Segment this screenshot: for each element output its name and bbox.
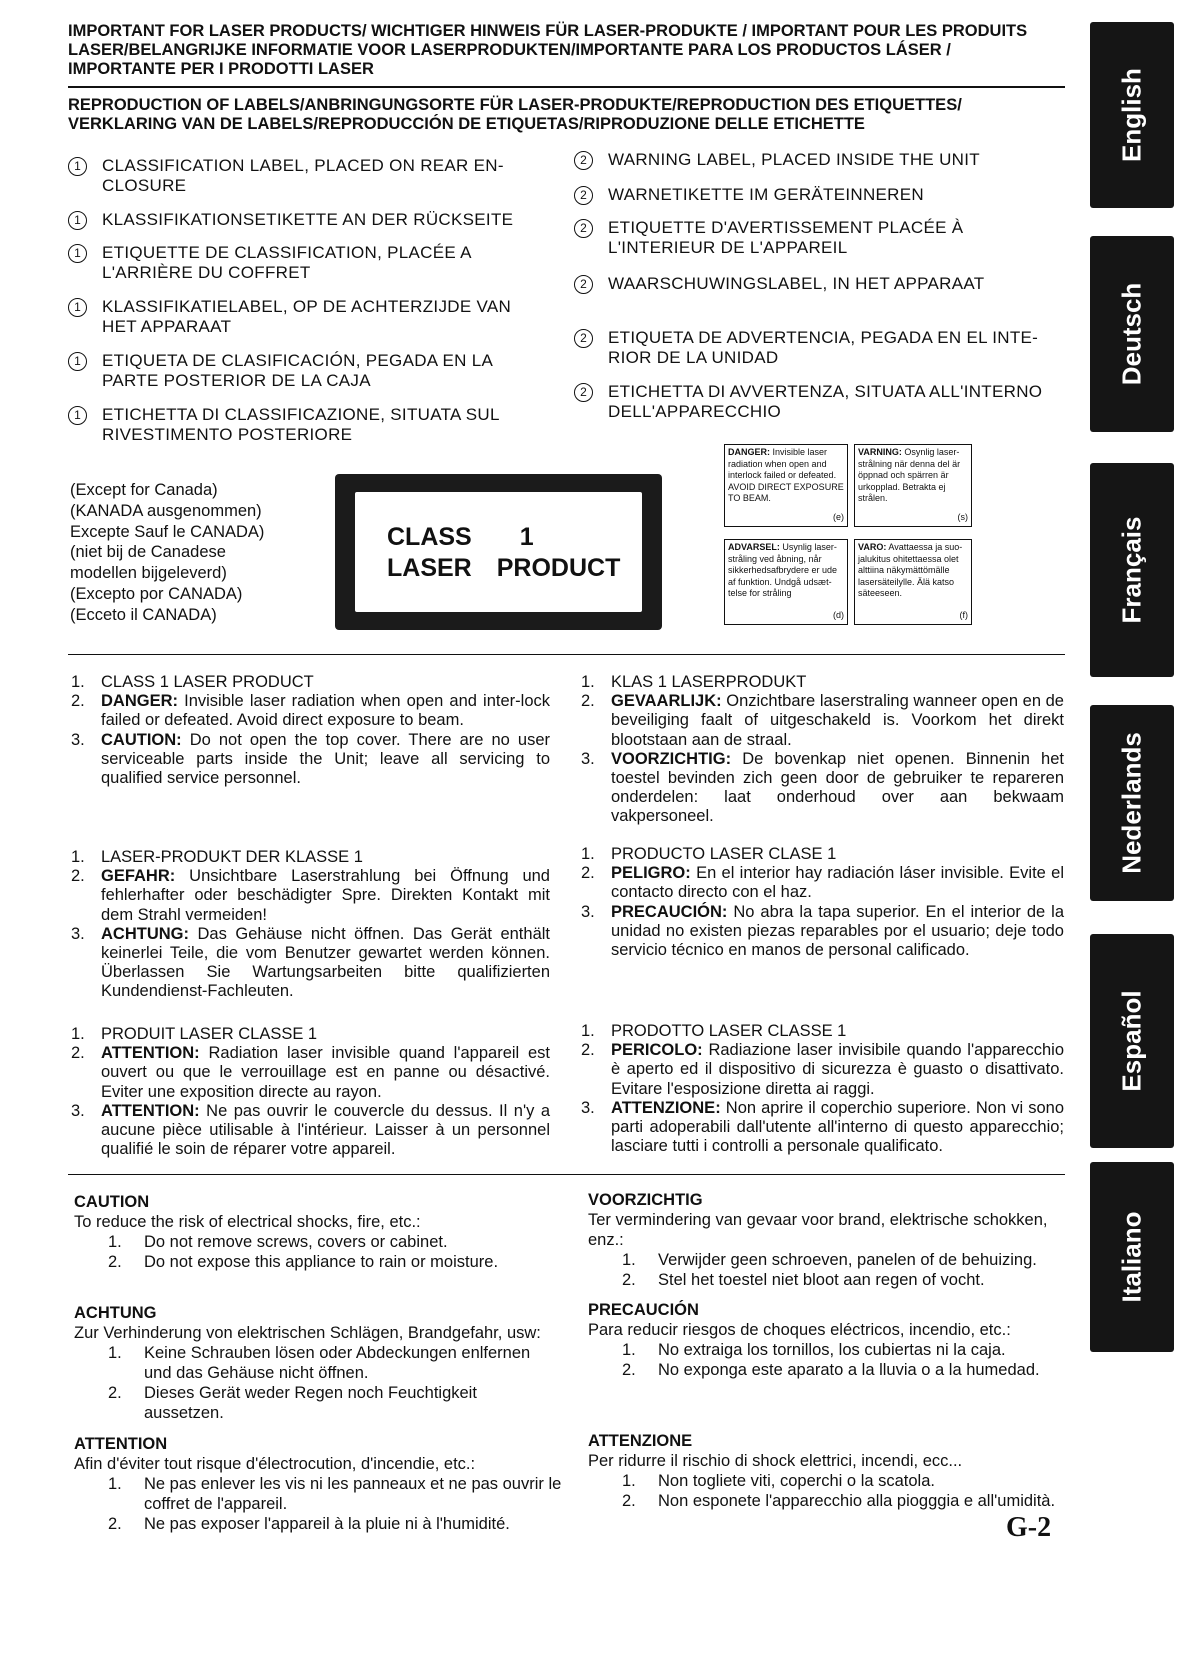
tab-deutsch[interactable]: Deutsch: [1090, 236, 1174, 432]
warning-box-varning: VARNING: Osynlig laser-strålning när denna del är öppnad och spärren är urkopplad. Betrakta ej strålen. (s): [854, 444, 972, 527]
tab-nederlands[interactable]: Nederlands: [1090, 705, 1174, 901]
marker-2-icon: 2: [574, 275, 593, 294]
marker-1-icon: 1: [68, 352, 87, 371]
warning-label-it: 2 ETICHETTA DI AVVERTENZA, SITUATA ALL'INTERNO DELL'APPARECCHIO: [574, 382, 1062, 422]
warning-label-de: 2 WARNETIKETTE IM GERÄTEINNEREN: [574, 185, 1062, 205]
warning-label-nl: 2 WAARSCHUWINGSLABEL, IN HET APPARAAT: [574, 274, 1062, 294]
classification-label-en: 1 CLASSIFICATION LABEL, PLACED ON REAR EN-CLOSURE: [68, 156, 546, 196]
section-it: 1. PRODOTTO LASER CLASSE 1 2. PERICOLO: Radiazione laser invisibile quando l'apparecchio è aperto ed il dispositivo di sicurezza è guasto o disattivato. Evitare l'esposizione diretta ai raggi. 3. ATTENZIONE: Non aprire il coperchio superiore. Non vi sono parti adoperabili dall'utente all'interno di questo apparecchio; lasciare tutti i controlli a personale qualificato.: [581, 1022, 1064, 1156]
title-rule: [68, 86, 1065, 88]
marker-1-icon: 1: [68, 406, 87, 425]
caution-rule: [68, 1174, 1065, 1175]
warning-label-es: 2 ETIQUETA DE ADVERTENCIA, PEGADA EN EL INTE-RIOR DE LA UNIDAD: [574, 328, 1062, 368]
caution-nl: VOORZICHTIG Ter vermindering van gevaar voor brand, elektrische schokken, enz.: 1. Verwijder geen schroeven, panelen of de behuizing. 2. Stel het toestel niet bloot aan regen of vocht.: [588, 1191, 1048, 1289]
caution-fr: ATTENTION Afin d'éviter tout risque d'électrocution, d'incendie, etc.: 1. Ne pas enlever les vis ni les panneaux et ne pas ouvrir le coffret de l'appareil. 2. Ne pas exposer l'appareil à la pluie ni à l'humidité.: [74, 1435, 562, 1533]
caution-en: CAUTION To reduce the risk of electrical shocks, fire, etc.: 1. Do not remove screws, covers or cabinet. 2. Do not expose this appliance to rain or moisture.: [74, 1193, 499, 1271]
classification-label-es: 1 ETIQUETA DE CLASIFICACIÓN, PEGADA EN LA PARTE POSTERIOR DE LA CAJA: [68, 351, 546, 391]
marker-2-icon: 2: [574, 383, 593, 402]
page-number: G-2: [1006, 1512, 1052, 1543]
marker-2-icon: 2: [574, 329, 593, 348]
section-de: 1. LASER-PRODUKT DER KLASSE 1 2. GEFAHR: Unsichtbare Laserstrahlung bei Öffnung und fehlerhafter oder beschädigter Spre. Direkten Kontakt mit dem Strahl vermeiden! 3. ACHTUNG: Das Gehäuse nicht öffnen. Das Gerät enthält keinerlei Teile, die vom Benutzer gewartet werden können. Überlassen Sie Wartungsarbeiten bitte qualifizierten Kundendienst-Fachleuten.: [71, 848, 550, 1001]
section-es: 1. PRODUCTO LASER CLASE 1 2. PELIGRO: En el interior hay radiación láser invisible. Evite el contacto directo con el haz. 3. PRECAUCIÓN: No abra la tapa superior. En el interior de la unidad no existen piezas reparables por el usuario; deje todo servicio técnico en manos de personal calificado.: [581, 845, 1064, 960]
marker-1-icon: 1: [68, 244, 87, 263]
tab-espanol[interactable]: Español: [1090, 934, 1174, 1148]
marker-1-icon: 1: [68, 211, 87, 230]
marker-2-icon: 2: [574, 186, 593, 205]
page-title: IMPORTANT FOR LASER PRODUCTS/ WICHTIGER HINWEIS FÜR LASER-PRODUKTE / IMPORTANT POUR LES PRODUITS LASER/BELANGRIJKE INFORMATIE VOOR LASERPRODUKTEN/IMPORTANTE PARA LOS PRODUCTOS LÁSER / IMPORTANTE PER I PRODOTTI LASER: [68, 22, 1028, 78]
caution-it: ATTENZIONE Per ridurre il rischio di shock elettrici, incendi, ecc... 1. Non togliete viti, coperchi o la scatola. 2. Non esponete l'apparecchio alla piogggia e all'umidità.: [588, 1432, 1056, 1510]
except-list: (Except for Canada) (KANADA ausgenommen) Excepte Sauf le CANADA) (niet bij de Canadese modellen bijgeleverd) (Excepto por CANADA) (Ecceto il CANADA): [70, 481, 265, 624]
warning-box-advarsel: ADVARSEL: Usynlig laser-stråling ved åbning, når sikkerhedsafbrydere er ude af funktion. Undgå udsæt-telse for stråling (d): [724, 539, 848, 625]
classification-label-it: 1 ETICHETTA DI CLASSIFICAZIONE, SITUATA SUL RIVESTIMENTO POSTERIORE: [68, 405, 546, 445]
labels-heading: REPRODUCTION OF LABELS/ANBRINGUNGSORTE FÜR LASER-PRODUKTE/REPRODUCTION DES ETIQUETTES/ VERKLARING VAN DE LABELS/REPRODUCCIÓN DE ETIQUETAS/RIPRODUZIONE DELLE ETICHETTE: [68, 96, 962, 133]
class-1-laser-label: CLASS 1 LASER PRODUCT: [335, 474, 662, 630]
classification-label-nl: 1 KLASSIFIKATIELABEL, OP DE ACHTERZIJDE VAN HET APPARAAT: [68, 297, 546, 337]
section-fr: 1. PRODUIT LASER CLASSE 1 2. ATTENTION: Radiation laser invisible quand l'appareil est ouvert ou que le verrouillage est en panne ou désactivé. Eviter une exposition directe au rayon. 3. ATTENTION: Ne pas ouvrir le couvercle du dessus. Il n'y a aucune pièce utilisable à l'intérieur. Laisser à un personnel qualifié le soin de réparer votre appareil.: [71, 1025, 550, 1159]
marker-1-icon: 1: [68, 298, 87, 317]
section-nl: 1. KLAS 1 LASERPRODUKT 2. GEVAARLIJK: Onzichtbare laserstraling wanneer open en de beveiliging faalt of uitgeschakeld is. Voorkom het direkt blootstaan aan de straal. 3. VOORZICHTIG: De bovenkap niet openen. Binnenin het toestel bevinden zich geen door de gebruiker te repareren onderdelen: laat onderhoud over aan bekwaam vakpersoneel.: [581, 673, 1064, 826]
tab-english[interactable]: English: [1090, 22, 1174, 208]
tab-italiano[interactable]: Italiano: [1090, 1162, 1174, 1352]
tab-francais[interactable]: Français: [1090, 463, 1174, 677]
marker-2-icon: 2: [574, 151, 593, 170]
classification-label-fr: 1 ETIQUETTE DE CLASSIFICATION, PLACÉE A L'ARRIÈRE DU COFFRET: [68, 243, 546, 283]
caution-es: PRECAUCIÓN Para reducir riesgos de choques eléctricos, incendio, etc.: 1. No extraiga los tornillos, los cubiertas ni la caja. 2. No exponga este aparato a la lluvia o a la humedad.: [588, 1301, 1040, 1379]
warning-box-danger: DANGER: Invisible laser radiation when open and interlock failed or defeated. AVOID DIRECT EXPOSURE TO BEAM. (e): [724, 444, 848, 527]
warning-label-fr: 2 ETIQUETTE D'AVERTISSEMENT PLACÉE À L'INTERIEUR DE L'APPAREIL: [574, 218, 1062, 258]
marker-1-icon: 1: [68, 157, 87, 176]
section-en: 1. CLASS 1 LASER PRODUCT 2. DANGER: Invisible laser radiation when open and inter-lock failed or defeated. Avoid direct exposure to beam. 3. CAUTION: Do not open the top cover. There are no user serviceable parts inside the Unit; leave all servicing to qualified service personnel.: [71, 673, 550, 788]
warning-label-en: 2 WARNING LABEL, PLACED INSIDE THE UNIT: [574, 150, 1062, 170]
caution-de: ACHTUNG Zur Verhinderung von elektrischen Schlägen, Brandgefahr, usw: 1. Keine Schrauben lösen oder Abdeckungen enlfernen und das Gehäuse nicht öffnen. 2. Dieses Gerät weder Regen noch Feuchtigkeit aussetzen.: [74, 1304, 541, 1422]
marker-2-icon: 2: [574, 219, 593, 238]
warning-box-varo: VARO: Avattaessa ja suo-jalukitus ohitettaessa olet alttiina näkymättömälle lasersäteilylle. Älä katso säteeseen. (f): [854, 539, 972, 625]
classification-label-de: 1 KLASSIFIKATIONSETIKETTE AN DER RÜCKSEITE: [68, 210, 546, 230]
section-rule: [68, 654, 1065, 655]
